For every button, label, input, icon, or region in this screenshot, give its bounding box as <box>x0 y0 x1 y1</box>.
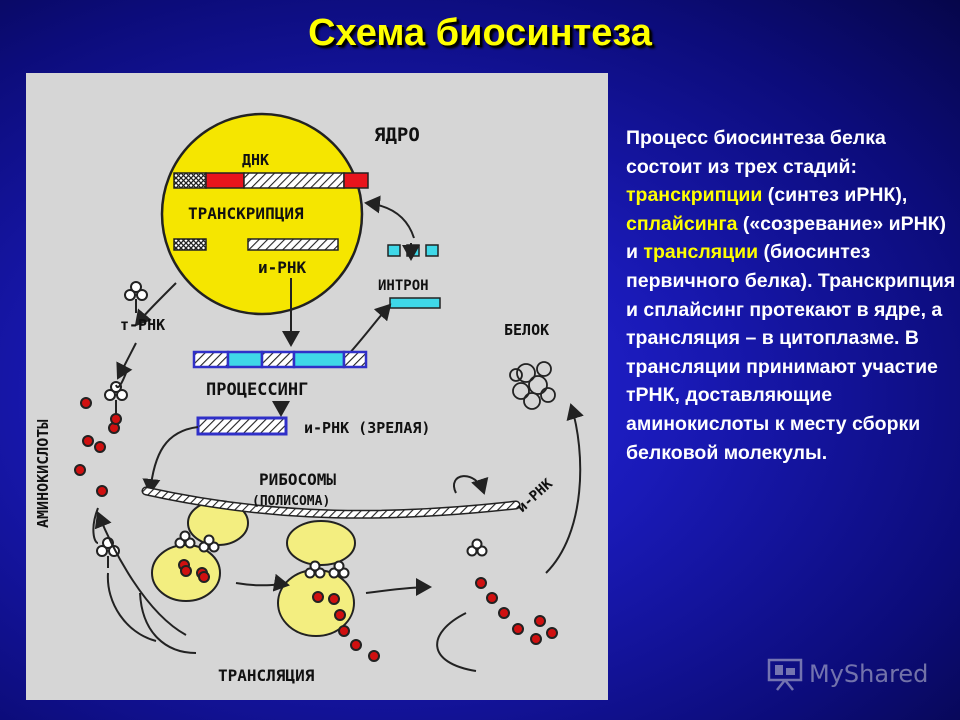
ribosome-1 <box>152 501 248 601</box>
polysome-label: (ПОЛИСОМА) <box>252 494 331 509</box>
description-text <box>626 124 956 467</box>
pre-mrna <box>174 239 338 250</box>
intron-pieces <box>388 245 440 308</box>
ribosomes-label: РИБОСОМЫ <box>259 470 337 489</box>
transcription-label: ТРАНСКРИПЦИЯ <box>188 204 304 223</box>
processing-label: ПРОЦЕССИНГ <box>206 380 309 400</box>
protein-label: БЕЛОК <box>504 321 550 339</box>
processing-mrna <box>194 352 366 367</box>
mature-mrna <box>198 418 286 434</box>
translation-label: ТРАНСЛЯЦИЯ <box>218 666 315 685</box>
watermark-text: MyShared <box>809 660 929 688</box>
description-part-3: («созревание» иРНК) и <box>626 212 947 264</box>
intron-label: ИНТРОН <box>378 278 429 294</box>
watermark <box>767 654 928 694</box>
trna-label: т-РНК <box>120 316 166 334</box>
mature-mrna-label: и-РНК (ЗРЕЛАЯ) <box>304 419 431 437</box>
description-part-4: (биосинтез первичного белка). Транскрипция и сплайсинг протекают в ядре, а трансляция – в цитоплазме. В трансляции принимают участие тРНК, доставляющие аминокислоты к месту сборки белковой молекулы. <box>626 241 956 464</box>
free-amino-acids <box>75 398 119 496</box>
stage-transcription: транскрипции <box>626 184 763 207</box>
peptide-chain-3 <box>476 578 557 644</box>
stage-translation: трансляции <box>643 241 759 264</box>
stage-splicing: сплайсинга <box>626 212 738 235</box>
dna-label: ДНК <box>242 151 270 169</box>
nucleus-label: ЯДРО <box>374 124 420 146</box>
description-part-2: (синтез иРНК), <box>762 184 908 207</box>
trna-molecule <box>125 282 147 313</box>
diagram-canvas <box>26 73 608 700</box>
mrna-label: и-РНК <box>258 258 307 277</box>
description-part-1: Процесс биосинтеза белка состоит из трех стадий: <box>626 127 886 178</box>
slide-title: Схема биосинтеза <box>308 12 652 54</box>
amino-acids-label: АМИНОКИСЛОТЫ <box>34 419 52 528</box>
strand-mrna-label: и-РНК <box>513 475 557 516</box>
dna-strand <box>174 173 368 188</box>
biosynthesis-diagram <box>26 73 608 700</box>
protein-coil <box>510 362 555 409</box>
presentation-screen-icon <box>767 657 803 691</box>
